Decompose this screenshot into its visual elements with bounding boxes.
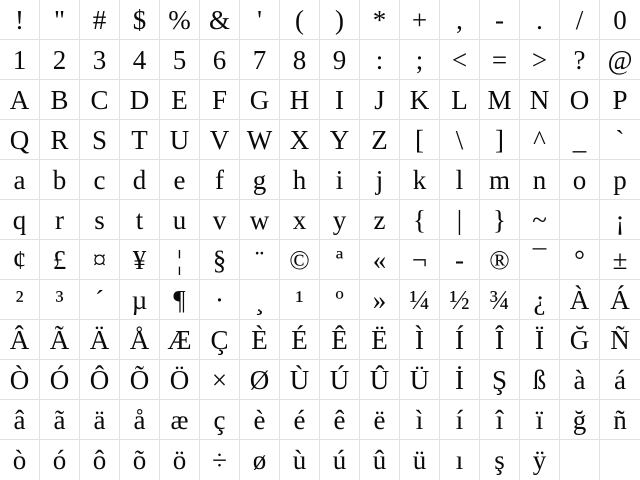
glyph-cell[interactable]: S — [80, 120, 120, 160]
glyph-cell[interactable]: C — [80, 80, 120, 120]
glyph-cell[interactable]: : — [360, 40, 400, 80]
glyph-cell[interactable]: ³ — [40, 280, 80, 320]
glyph-cell[interactable]: Ê — [320, 320, 360, 360]
glyph-cell[interactable]: º — [320, 280, 360, 320]
glyph-cell[interactable]: % — [160, 0, 200, 40]
glyph-cell[interactable]: A — [0, 80, 40, 120]
glyph-cell[interactable]: ¦ — [160, 240, 200, 280]
glyph-cell[interactable]: c — [80, 160, 120, 200]
glyph-cell[interactable]: _ — [560, 120, 600, 160]
glyph-cell[interactable]: # — [80, 0, 120, 40]
glyph-cell[interactable]: Ò — [0, 360, 40, 400]
glyph-cell[interactable]: ¾ — [480, 280, 520, 320]
glyph-cell[interactable]: î — [480, 400, 520, 440]
glyph-cell[interactable]: j — [360, 160, 400, 200]
glyph-cell[interactable]: f — [200, 160, 240, 200]
glyph-cell[interactable]: h — [280, 160, 320, 200]
glyph-cell[interactable]: é — [280, 400, 320, 440]
glyph-cell[interactable]: ¶ — [160, 280, 200, 320]
glyph-cell[interactable]: ! — [0, 0, 40, 40]
glyph-cell[interactable]: ½ — [440, 280, 480, 320]
glyph-cell[interactable]: © — [280, 240, 320, 280]
glyph-cell[interactable]: ÿ — [520, 440, 560, 480]
glyph-cell[interactable]: 2 — [40, 40, 80, 80]
glyph-cell[interactable]: ì — [400, 400, 440, 440]
glyph-cell[interactable]: D — [120, 80, 160, 120]
glyph-cell[interactable]: ¸ — [240, 280, 280, 320]
glyph-cell[interactable]: À — [560, 280, 600, 320]
glyph-cell[interactable]: w — [240, 200, 280, 240]
glyph-cell[interactable]: á — [600, 360, 640, 400]
glyph-cell[interactable]: × — [200, 360, 240, 400]
glyph-cell[interactable]: Ä — [80, 320, 120, 360]
glyph-cell[interactable]: ¬ — [400, 240, 440, 280]
glyph-cell[interactable]: 5 — [160, 40, 200, 80]
glyph-cell[interactable]: 9 — [320, 40, 360, 80]
glyph-cell[interactable]: ; — [400, 40, 440, 80]
glyph-cell[interactable]: ` — [600, 120, 640, 160]
glyph-cell[interactable]: » — [360, 280, 400, 320]
glyph-cell[interactable]: = — [480, 40, 520, 80]
glyph-cell[interactable]: U — [160, 120, 200, 160]
glyph-cell[interactable]: - — [480, 0, 520, 40]
glyph-cell[interactable]: Ô — [80, 360, 120, 400]
glyph-cell[interactable]: [ — [400, 120, 440, 160]
glyph-cell[interactable]: M — [480, 80, 520, 120]
glyph-cell[interactable]: ê — [320, 400, 360, 440]
glyph-cell[interactable]: 3 — [80, 40, 120, 80]
glyph-cell[interactable]: / — [560, 0, 600, 40]
glyph-cell[interactable]: } — [480, 200, 520, 240]
glyph-cell[interactable]: . — [520, 0, 560, 40]
glyph-cell[interactable]: 0 — [600, 0, 640, 40]
glyph-cell[interactable]: à — [560, 360, 600, 400]
glyph-cell[interactable]: ä — [80, 400, 120, 440]
glyph-cell[interactable]: x — [280, 200, 320, 240]
glyph-cell[interactable]: Ë — [360, 320, 400, 360]
glyph-cell[interactable]: Î — [480, 320, 520, 360]
glyph-cell[interactable]: Û — [360, 360, 400, 400]
glyph-cell[interactable]: ] — [480, 120, 520, 160]
glyph-cell[interactable]: ü — [400, 440, 440, 480]
glyph-cell[interactable]: @ — [600, 40, 640, 80]
glyph-cell[interactable]: e — [160, 160, 200, 200]
empty-cell — [560, 200, 600, 240]
glyph-cell[interactable]: æ — [160, 400, 200, 440]
glyph-cell[interactable]: ¯ — [520, 240, 560, 280]
glyph-cell[interactable]: s — [80, 200, 120, 240]
glyph-cell[interactable]: & — [200, 0, 240, 40]
glyph-cell[interactable]: q — [0, 200, 40, 240]
glyph-cell[interactable]: E — [160, 80, 200, 120]
glyph-cell[interactable]: ^ — [520, 120, 560, 160]
glyph-cell[interactable]: Ğ — [560, 320, 600, 360]
glyph-cell[interactable]: É — [280, 320, 320, 360]
glyph-cell[interactable]: İ — [440, 360, 480, 400]
glyph-cell[interactable]: K — [400, 80, 440, 120]
glyph-cell[interactable]: - — [440, 240, 480, 280]
glyph-cell[interactable]: ¤ — [80, 240, 120, 280]
glyph-cell[interactable]: Æ — [160, 320, 200, 360]
glyph-cell[interactable]: ¹ — [280, 280, 320, 320]
glyph-cell[interactable]: l — [440, 160, 480, 200]
glyph-cell[interactable]: n — [520, 160, 560, 200]
glyph-cell[interactable]: í — [440, 400, 480, 440]
glyph-cell[interactable]: , — [440, 0, 480, 40]
glyph-cell[interactable]: ¡ — [600, 200, 640, 240]
glyph-cell[interactable]: a — [0, 160, 40, 200]
glyph-cell[interactable]: $ — [120, 0, 160, 40]
glyph-cell[interactable]: ã — [40, 400, 80, 440]
glyph-cell[interactable]: 1 — [0, 40, 40, 80]
glyph-cell[interactable]: ñ — [600, 400, 640, 440]
glyph-cell[interactable]: Ú — [320, 360, 360, 400]
glyph-cell[interactable]: m — [480, 160, 520, 200]
glyph-cell[interactable]: Õ — [120, 360, 160, 400]
glyph-cell[interactable]: Ö — [160, 360, 200, 400]
glyph-cell[interactable]: Í — [440, 320, 480, 360]
glyph-cell[interactable]: ë — [360, 400, 400, 440]
glyph-cell[interactable]: ± — [600, 240, 640, 280]
glyph-cell[interactable]: \ — [440, 120, 480, 160]
glyph-cell[interactable]: ° — [560, 240, 600, 280]
glyph-cell[interactable]: " — [40, 0, 80, 40]
glyph-cell[interactable]: ï — [520, 400, 560, 440]
glyph-cell[interactable]: è — [240, 400, 280, 440]
glyph-cell[interactable]: 6 — [200, 40, 240, 80]
glyph-cell[interactable]: P — [600, 80, 640, 120]
glyph-cell[interactable]: Ø — [240, 360, 280, 400]
glyph-cell[interactable]: ~ — [520, 200, 560, 240]
glyph-cell[interactable]: T — [120, 120, 160, 160]
glyph-cell[interactable]: 7 — [240, 40, 280, 80]
glyph-cell[interactable]: ? — [560, 40, 600, 80]
glyph-cell[interactable]: Ì — [400, 320, 440, 360]
glyph-cell[interactable]: ¨ — [240, 240, 280, 280]
glyph-cell[interactable]: È — [240, 320, 280, 360]
glyph-cell[interactable]: Z — [360, 120, 400, 160]
glyph-cell[interactable]: Ñ — [600, 320, 640, 360]
glyph-cell[interactable]: p — [600, 160, 640, 200]
glyph-cell[interactable]: ' — [240, 0, 280, 40]
glyph-cell[interactable]: Ó — [40, 360, 80, 400]
glyph-cell[interactable]: t — [120, 200, 160, 240]
glyph-cell[interactable]: ı — [440, 440, 480, 480]
glyph-cell[interactable]: ¼ — [400, 280, 440, 320]
glyph-cell[interactable]: { — [400, 200, 440, 240]
glyph-cell[interactable]: d — [120, 160, 160, 200]
glyph-cell[interactable]: O — [560, 80, 600, 120]
glyph-cell[interactable]: X — [280, 120, 320, 160]
glyph-cell[interactable]: N — [520, 80, 560, 120]
glyph-cell[interactable]: ( — [280, 0, 320, 40]
glyph-cell[interactable]: Å — [120, 320, 160, 360]
glyph-cell[interactable]: I — [320, 80, 360, 120]
glyph-cell[interactable]: g — [240, 160, 280, 200]
glyph-cell[interactable]: R — [40, 120, 80, 160]
glyph-cell[interactable]: o — [560, 160, 600, 200]
glyph-cell[interactable]: Q — [0, 120, 40, 160]
glyph-cell[interactable]: Y — [320, 120, 360, 160]
glyph-cell[interactable]: L — [440, 80, 480, 120]
glyph-cell[interactable]: Ü — [400, 360, 440, 400]
glyph-cell[interactable]: ¥ — [120, 240, 160, 280]
glyph-cell[interactable]: B — [40, 80, 80, 120]
glyph-cell[interactable]: u — [160, 200, 200, 240]
glyph-cell[interactable]: G — [240, 80, 280, 120]
glyph-cell[interactable]: ş — [480, 440, 520, 480]
glyph-cell[interactable]: < — [440, 40, 480, 80]
glyph-cell[interactable]: * — [360, 0, 400, 40]
glyph-cell[interactable]: · — [200, 280, 240, 320]
glyph-cell[interactable]: 4 — [120, 40, 160, 80]
glyph-cell[interactable]: ç — [200, 400, 240, 440]
glyph-cell[interactable]: ó — [40, 440, 80, 480]
glyph-cell[interactable]: µ — [120, 280, 160, 320]
glyph-cell[interactable]: £ — [40, 240, 80, 280]
glyph-cell[interactable]: ® — [480, 240, 520, 280]
glyph-cell[interactable]: õ — [120, 440, 160, 480]
glyph-cell[interactable]: ø — [240, 440, 280, 480]
empty-cell — [560, 440, 600, 480]
glyph-cell[interactable]: ª — [320, 240, 360, 280]
glyph-cell[interactable]: § — [200, 240, 240, 280]
glyph-cell[interactable]: « — [360, 240, 400, 280]
glyph-cell[interactable]: 8 — [280, 40, 320, 80]
glyph-cell[interactable]: ğ — [560, 400, 600, 440]
glyph-cell[interactable]: > — [520, 40, 560, 80]
glyph-cell[interactable]: ù — [280, 440, 320, 480]
glyph-cell[interactable]: | — [440, 200, 480, 240]
glyph-cell[interactable]: y — [320, 200, 360, 240]
glyph-cell[interactable]: Á — [600, 280, 640, 320]
glyph-cell[interactable]: v — [200, 200, 240, 240]
glyph-cell[interactable]: ¿ — [520, 280, 560, 320]
glyph-cell[interactable]: â — [0, 400, 40, 440]
glyph-cell[interactable]: ´ — [80, 280, 120, 320]
glyph-cell[interactable]: k — [400, 160, 440, 200]
glyph-cell[interactable]: z — [360, 200, 400, 240]
glyph-cell[interactable]: ò — [0, 440, 40, 480]
glyph-cell[interactable]: å — [120, 400, 160, 440]
glyph-cell[interactable]: W — [240, 120, 280, 160]
glyph-cell[interactable]: ö — [160, 440, 200, 480]
glyph-cell[interactable]: Ï — [520, 320, 560, 360]
glyph-cell[interactable]: Â — [0, 320, 40, 360]
glyph-cell[interactable]: ô — [80, 440, 120, 480]
glyph-cell[interactable]: H — [280, 80, 320, 120]
glyph-cell[interactable]: V — [200, 120, 240, 160]
empty-cell — [600, 440, 640, 480]
glyph-cell[interactable]: F — [200, 80, 240, 120]
glyph-cell[interactable]: r — [40, 200, 80, 240]
glyph-cell[interactable]: ÷ — [200, 440, 240, 480]
glyph-cell[interactable]: Ù — [280, 360, 320, 400]
glyph-cell[interactable]: Ã — [40, 320, 80, 360]
glyph-cell[interactable]: û — [360, 440, 400, 480]
glyph-cell[interactable]: ¢ — [0, 240, 40, 280]
glyph-cell[interactable]: Ç — [200, 320, 240, 360]
glyph-cell[interactable]: J — [360, 80, 400, 120]
glyph-cell[interactable]: ² — [0, 280, 40, 320]
glyph-cell[interactable]: ) — [320, 0, 360, 40]
glyph-cell[interactable]: + — [400, 0, 440, 40]
glyph-cell[interactable]: ú — [320, 440, 360, 480]
glyph-cell[interactable]: ß — [520, 360, 560, 400]
glyph-cell[interactable]: i — [320, 160, 360, 200]
glyph-cell[interactable]: b — [40, 160, 80, 200]
glyph-cell[interactable]: Ş — [480, 360, 520, 400]
